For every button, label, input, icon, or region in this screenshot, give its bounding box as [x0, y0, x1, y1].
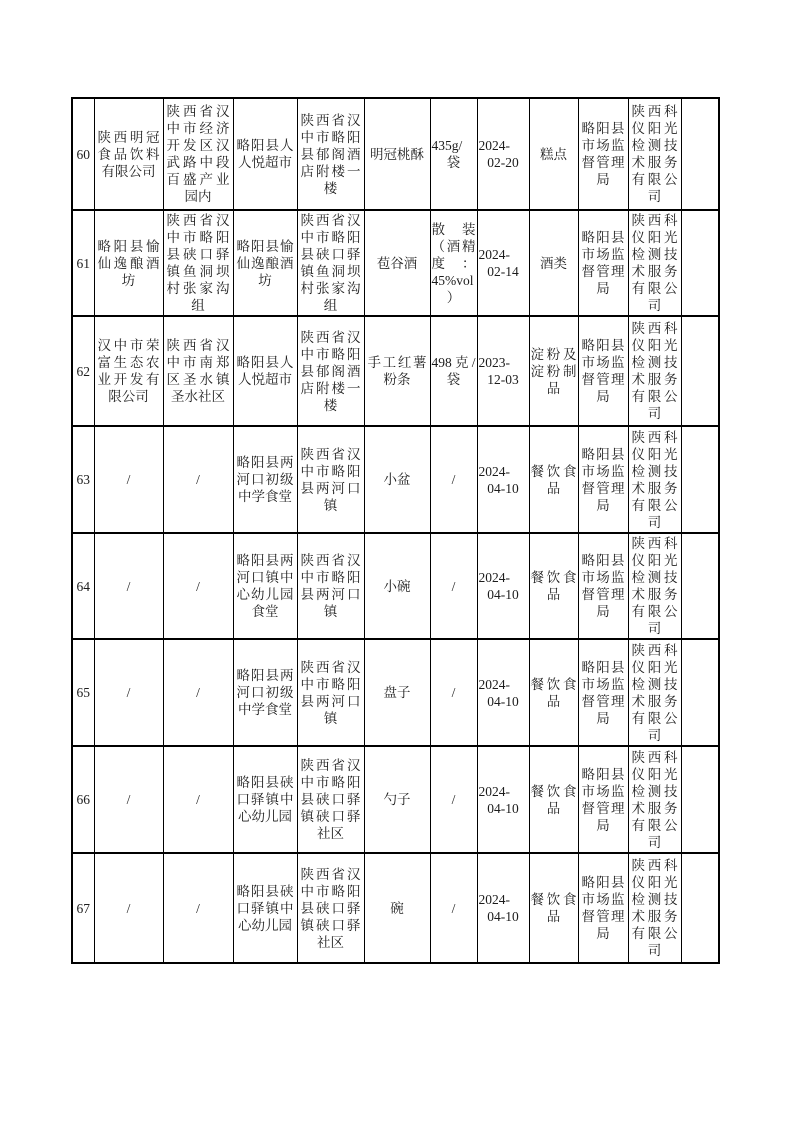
specification-cell: 435g/袋 [430, 98, 477, 210]
row-number-cell: 64 [72, 533, 94, 639]
testing-agency-cell: 陕西科仪阳光检测技术服务有限公司 [628, 639, 681, 746]
sampled-unit-address-cell: 陕西省汉中市略阳县两河口镇 [297, 639, 364, 746]
row-number-cell: 67 [72, 853, 94, 963]
producer-address-cell: / [163, 853, 233, 963]
production-date-cell: 2024-04-10 [477, 426, 529, 533]
table-row [72, 853, 719, 963]
sampled-unit-name-cell: 略阳县两河口初级中学食堂 [233, 426, 297, 533]
table-row [72, 210, 719, 316]
producer-address-cell: / [163, 426, 233, 533]
food-category-cell: 餐饮食品 [529, 853, 578, 963]
task-source-cell: 略阳县市场监督管理局 [578, 853, 628, 963]
producer-address-cell: 陕西省汉中市经济开发区汉武路中段百盛产业园内 [163, 98, 233, 210]
task-source-cell: 略阳县市场监督管理局 [578, 98, 628, 210]
testing-agency-cell: 陕西科仪阳光检测技术服务有限公司 [628, 426, 681, 533]
remark-cell [681, 639, 719, 746]
producer-address-cell: / [163, 746, 233, 853]
sampled-unit-address-cell: 陕西省汉中市略阳县两河口镇 [297, 533, 364, 639]
sampling-inspection-table [71, 97, 720, 964]
production-date-cell: 2024-02-20 [477, 98, 529, 210]
row-number-cell: 60 [72, 98, 94, 210]
producer-name-cell: / [94, 639, 163, 746]
remark-cell [681, 98, 719, 210]
food-category-cell: 淀粉及淀粉制品 [529, 316, 578, 426]
row-number-cell: 66 [72, 746, 94, 853]
specification-cell: / [430, 853, 477, 963]
production-date-cell: 2023-12-03 [477, 316, 529, 426]
producer-name-cell: / [94, 533, 163, 639]
table-row [72, 746, 719, 853]
remark-cell [681, 853, 719, 963]
remark-cell [681, 533, 719, 639]
table-row [72, 316, 719, 426]
row-number-cell: 62 [72, 316, 94, 426]
task-source-cell: 略阳县市场监督管理局 [578, 426, 628, 533]
food-category-cell: 餐饮食品 [529, 639, 578, 746]
producer-name-cell: 汉中市荣富生态农业开发有限公司 [94, 316, 163, 426]
producer-address-cell: / [163, 639, 233, 746]
remark-cell [681, 746, 719, 853]
producer-address-cell: / [163, 533, 233, 639]
sampled-unit-address-cell: 陕西省汉中市略阳县硖口驿镇鱼洞坝村张家沟组 [297, 210, 364, 316]
sampled-unit-name-cell: 略阳县硖口驿镇中心幼儿园 [233, 853, 297, 963]
specification-cell: 散装（酒精度：45%vol） [430, 210, 477, 316]
task-source-cell: 略阳县市场监督管理局 [578, 316, 628, 426]
sample-name-cell: 明冠桃酥 [364, 98, 430, 210]
sampled-unit-name-cell: 略阳县愉仙逸酿酒坊 [233, 210, 297, 316]
task-source-cell: 略阳县市场监督管理局 [578, 639, 628, 746]
table-row [72, 98, 719, 210]
specification-cell: / [430, 426, 477, 533]
sampled-unit-name-cell: 略阳县硖口驿镇中心幼儿园 [233, 746, 297, 853]
sample-name-cell: 碗 [364, 853, 430, 963]
production-date-cell: 2024-04-10 [477, 853, 529, 963]
sampled-unit-address-cell: 陕西省汉中市略阳县两河口镇 [297, 426, 364, 533]
specification-cell: / [430, 533, 477, 639]
remark-cell [681, 210, 719, 316]
task-source-cell: 略阳县市场监督管理局 [578, 746, 628, 853]
sampled-unit-name-cell: 略阳县人人悦超市 [233, 98, 297, 210]
table-row [72, 639, 719, 746]
table-body [72, 98, 719, 963]
task-source-cell: 略阳县市场监督管理局 [578, 533, 628, 639]
sample-name-cell: 小碗 [364, 533, 430, 639]
production-date-cell: 2024-04-10 [477, 639, 529, 746]
sample-name-cell: 小盆 [364, 426, 430, 533]
food-category-cell: 餐饮食品 [529, 746, 578, 853]
food-category-cell: 餐饮食品 [529, 426, 578, 533]
row-number-cell: 65 [72, 639, 94, 746]
table-row [72, 426, 719, 533]
sample-name-cell: 勺子 [364, 746, 430, 853]
row-number-cell: 63 [72, 426, 94, 533]
sampled-unit-address-cell: 陕西省汉中市略阳县郁阁酒店附楼一楼 [297, 98, 364, 210]
sampled-unit-name-cell: 略阳县两河口镇中心幼儿园食堂 [233, 533, 297, 639]
sampled-unit-name-cell: 略阳县人人悦超市 [233, 316, 297, 426]
sample-name-cell: 苞谷酒 [364, 210, 430, 316]
production-date-cell: 2024-04-10 [477, 746, 529, 853]
testing-agency-cell: 陕西科仪阳光检测技术服务有限公司 [628, 210, 681, 316]
testing-agency-cell: 陕西科仪阳光检测技术服务有限公司 [628, 533, 681, 639]
producer-address-cell: 陕西省汉中市略阳县硖口驿镇鱼洞坝村张家沟组 [163, 210, 233, 316]
specification-cell: 498克/袋 [430, 316, 477, 426]
food-category-cell: 酒类 [529, 210, 578, 316]
producer-address-cell: 陕西省汉中市南郑区圣水镇圣水社区 [163, 316, 233, 426]
testing-agency-cell: 陕西科仪阳光检测技术服务有限公司 [628, 853, 681, 963]
sample-name-cell: 手工红薯粉条 [364, 316, 430, 426]
sampled-unit-name-cell: 略阳县两河口初级中学食堂 [233, 639, 297, 746]
testing-agency-cell: 陕西科仪阳光检测技术服务有限公司 [628, 746, 681, 853]
remark-cell [681, 316, 719, 426]
sample-name-cell: 盘子 [364, 639, 430, 746]
producer-name-cell: 略阳县愉仙逸酿酒坊 [94, 210, 163, 316]
testing-agency-cell: 陕西科仪阳光检测技术服务有限公司 [628, 98, 681, 210]
specification-cell: / [430, 639, 477, 746]
producer-name-cell: 陕西明冠食品饮料有限公司 [94, 98, 163, 210]
producer-name-cell: / [94, 426, 163, 533]
sampled-unit-address-cell: 陕西省汉中市略阳县硖口驿镇硖口驿社区 [297, 746, 364, 853]
producer-name-cell: / [94, 853, 163, 963]
remark-cell [681, 426, 719, 533]
table-row [72, 533, 719, 639]
sampled-unit-address-cell: 陕西省汉中市略阳县郁阁酒店附楼一楼 [297, 316, 364, 426]
sampled-unit-address-cell: 陕西省汉中市略阳县硖口驿镇硖口驿社区 [297, 853, 364, 963]
specification-cell: / [430, 746, 477, 853]
producer-name-cell: / [94, 746, 163, 853]
testing-agency-cell: 陕西科仪阳光检测技术服务有限公司 [628, 316, 681, 426]
food-category-cell: 糕点 [529, 98, 578, 210]
production-date-cell: 2024-04-10 [477, 533, 529, 639]
row-number-cell: 61 [72, 210, 94, 316]
production-date-cell: 2024-02-14 [477, 210, 529, 316]
food-category-cell: 餐饮食品 [529, 533, 578, 639]
task-source-cell: 略阳县市场监督管理局 [578, 210, 628, 316]
